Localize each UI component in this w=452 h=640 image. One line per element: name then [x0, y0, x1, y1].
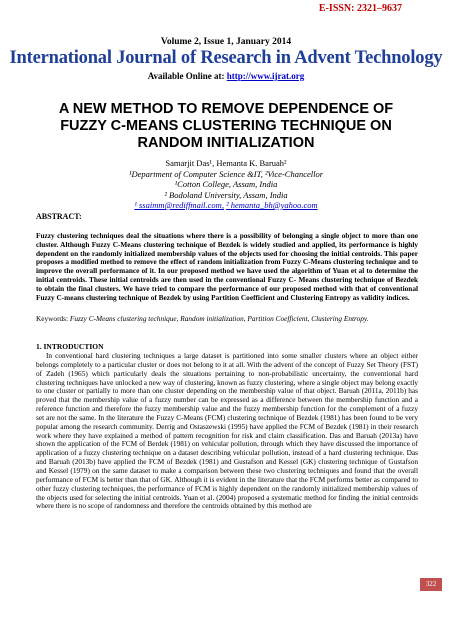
affiliation-university: ² Bodoland University, Assam, India	[164, 189, 288, 200]
affiliation-college: ¹Cotton College, Assam, India	[174, 179, 278, 189]
introduction-text: In conventional hard clustering techniques a large dataset is partitioned into some smaller clusters where an object either belongs completely to a particular cluster or does not belong to it at all. With the advent of the concept of Fuzzy Set Theory (FST) of Zadeh (1965) which particularly deals the situations pertaining to non-probabilistic uncertainty, the conventional hard clustering techniques have unlocked a new way of clustering, known as fuzzy clustering, where a single object may belong exactly to one cluster or partially to more than one cluster depending on the membership value of that object. Baruah (2011a, 2011b) has proved that the membership value of a fuzzy number can be expressed as a difference between the membership function and a reference function and therefore the fuzzy membership value and the fuzzy membership function for the complement of a fuzzy set are not the same. In the literature the Fuzzy C-Means (FCM) clustering technique of Bezdek (1981) has been found to be very popular among the research community. Derrig and Ostaszewski (1995) have applied the FCM of Bezdek (1981) in their research work where they have explained a method of pattern recognition for risk and claim classification. Das and Baruah (2013a) have shown the application of the FCM of Berdek (1981) on vehicular pollution, through which they have discussed the importance of application of a fuzzy clustering technique on a dataset describing vehicular pollution, instead of a hard clustering technique. Das and Baruah (2013b) have applied the FCM of Bezdek (1981) and Gustafson and Kessel (GK) clustering technique of Gustafson and Kessel (1979) on the same dataset to make a comparison between these two clustering techniques and found that the overall performance of FCM is better than that of GK. Although it is evident in the literature that the FCM performs better as compared to other fuzzy clustering techniques, the performance of FCM is highly dependent on the randomly initialized membership values of the objects used for selecting the initial centroids. Yuan et al. (2004) proposed a systematic method for finding the initial centroids where there is no scope of randomness and therefore the centroids obtained by this method are	[36, 351, 418, 511]
keywords-text: Fuzzy C-Means clustering technique, Random initialization, Partition Coefficient, Clustering Entropy.	[69, 314, 369, 323]
author-names: Samarjit Das¹, Hemanta K. Baruah²	[165, 158, 287, 168]
journal-title: International Journal of Research in Advent Technology	[9, 48, 443, 68]
journal-url-link[interactable]: http://www.ijrat.org	[226, 71, 305, 81]
paper-title: A NEW METHOD TO REMOVE DEPENDENCE OF FUZZY C-MEANS CLUSTERING TECHNIQUE ON RANDOM INITIALIZATION	[58, 101, 394, 151]
volume-issue: Volume 2, Issue 1, January 2014	[160, 37, 292, 47]
abstract-text: Fuzzy clustering techniques deal the situations where there is a possibility of belonging a single object to more than one cluster. Although Fuzzy C-Means clustering technique of Bezdek is widely studied and applied, its performance is highly dependent on the randomly initialized membership values of the objects used for choosing the initial centroids. This paper proposes a modified method to remove the effect of random initialization from Fuzzy C-Means clustering technique and to improve the overall performance of it. In our proposed method we have used the algorithm of Yuan et al to determine the initial centroids. These initial centroids are then used in the conventional Fuzzy C- Means clustering technique of Bezdek to obtain the final clusters. We have tried to compare the performance of our proposed method with that of conventional Fuzzy C-means clustering technique of Bezdek by using Partition Coefficient and Clustering Entropy as validity indices.	[36, 231, 418, 302]
email-link-1[interactable]: ¹ ssaimm@rediffmail.com,	[134, 200, 224, 210]
affiliation-department: ¹Department of Computer Science &IT, ²Vice-Chancellor	[128, 168, 324, 179]
keywords-line	[36, 315, 418, 324]
author-block	[0, 158, 452, 211]
abstract-heading: ABSTRACT:	[36, 212, 82, 221]
availability-line	[0, 71, 452, 81]
author-emails	[0, 200, 452, 211]
keywords-label: Keywords:	[36, 314, 69, 323]
section-heading-introduction: 1. INTRODUCTION	[36, 342, 104, 351]
issn-label: E-ISSN: 2321–9637	[318, 3, 402, 14]
email-link-2[interactable]: ² hemanta_bh@yahoo.com	[226, 200, 318, 210]
page-number-badge: 322	[420, 578, 442, 591]
availability-prefix: Available Online at:	[147, 71, 227, 81]
